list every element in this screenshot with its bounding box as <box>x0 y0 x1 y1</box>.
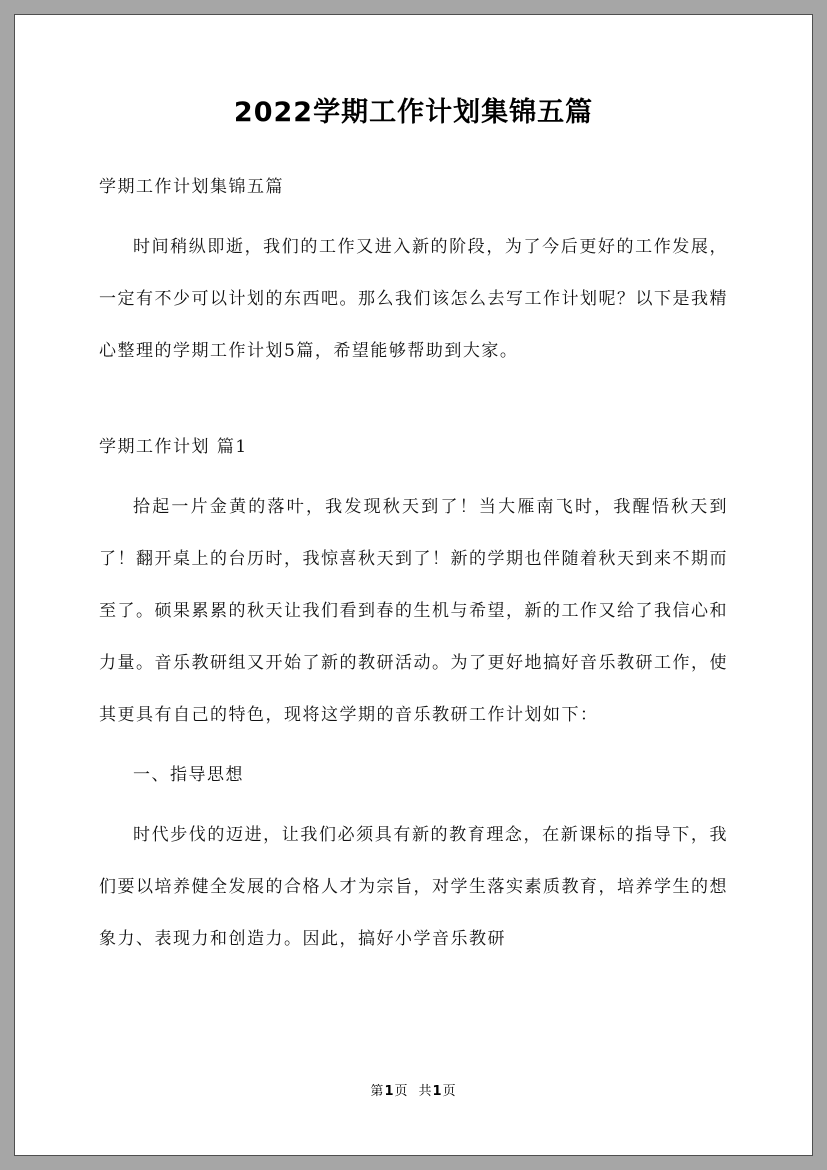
section-title-plan-1: 学期工作计划 篇1 <box>99 437 248 457</box>
total-pages-prefix: 共 <box>418 1084 433 1099</box>
current-page-indicator <box>370 1084 408 1099</box>
body-paragraph: 拾起一片金黄的落叶，我发现秋天到了！当大雁南飞时，我醒悟秋天到了！翻开桌上的台历时，我惊喜秋天到了！新的学期也伴随着秋天到来不期而至了。硕果累累的秋天让我们看到春的生机与希望，新的工作又给了我信心和力量。音乐教研组又开始了新的教研活动。为了更好地搞好音乐教研工作，使其更具有自己的特色，现将这学期的音乐教研工作计划如下： <box>99 497 728 725</box>
page-footer <box>15 1080 812 1099</box>
body-paragraph: 时代步伐的迈进，让我们必须具有新的教育理念，在新课标的指导下，我们要以培养健全发展的合格人才为宗旨，对学生落实素质教育，培养学生的想象力、表现力和创造力。因此，搞好小学音乐教研 <box>99 825 728 949</box>
document-page <box>14 14 813 1156</box>
total-pages-suffix: 页 <box>442 1084 457 1099</box>
document-title: 2022学期工作计划集锦五篇 <box>233 97 594 128</box>
current-page-number: 1 <box>384 1084 395 1099</box>
total-pages-indicator <box>419 1084 457 1099</box>
current-page-prefix: 第 <box>370 1084 385 1099</box>
current-page-suffix: 页 <box>394 1084 409 1099</box>
section-heading-guiding-ideology: 一、指导思想 <box>133 765 244 785</box>
doc-subtitle: 学期工作计划集锦五篇 <box>99 177 284 197</box>
intro-paragraph: 时间稍纵即逝，我们的工作又进入新的阶段，为了今后更好的工作发展，一定有不少可以计划的东西吧。那么我们该怎么去写工作计划呢？以下是我精心整理的学期工作计划5篇，希望能够帮助到大家。 <box>99 237 728 361</box>
total-pages-number: 1 <box>432 1084 443 1099</box>
